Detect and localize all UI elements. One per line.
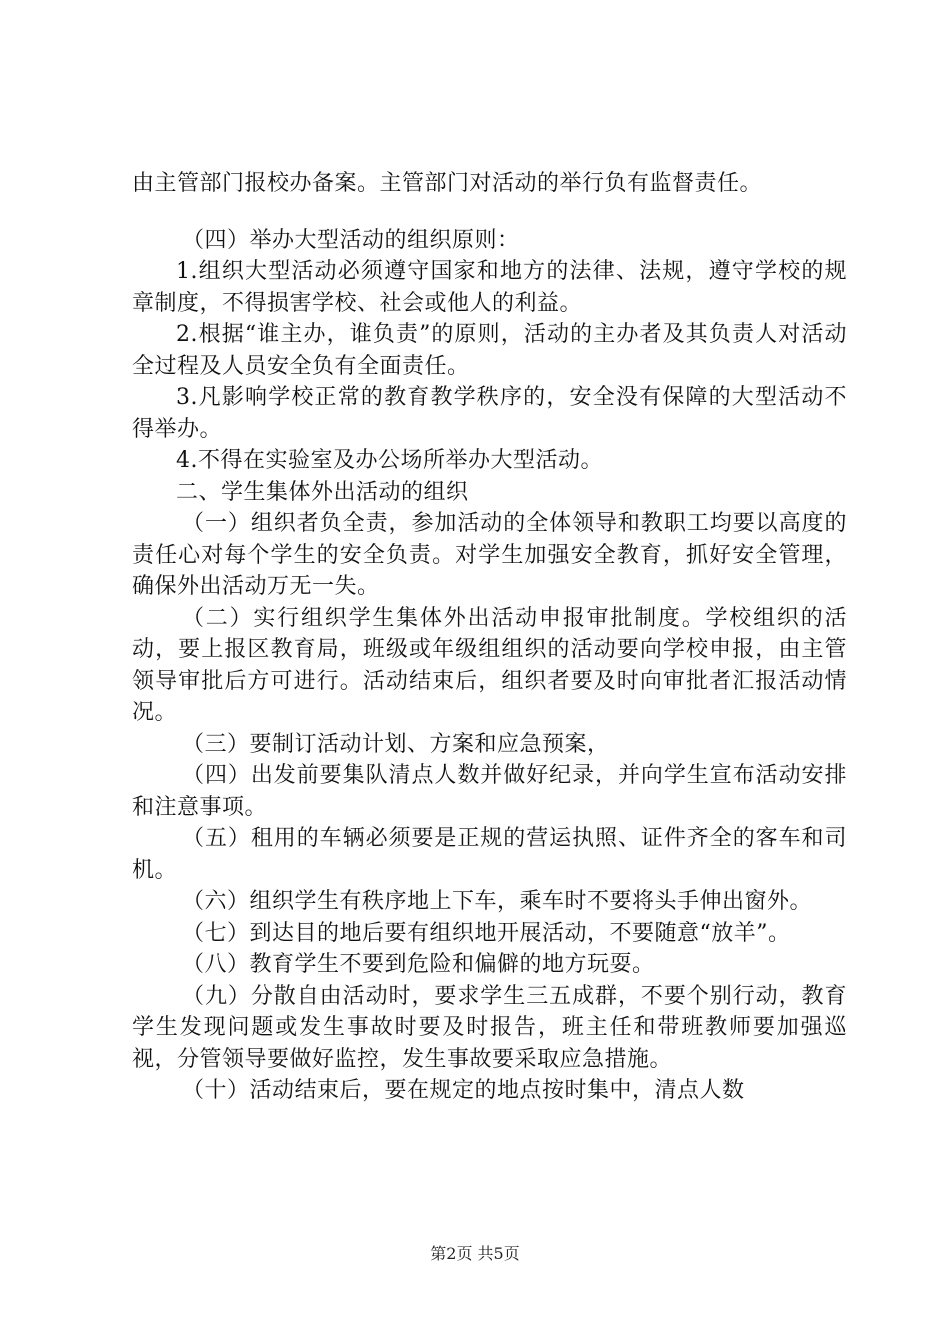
paragraph-outing-5: （五）租用的车辆必须要是正规的营运执照、证件齐全的客车和司机。: [132, 826, 847, 883]
paragraph-outing-6: （六）组织学生有秩序地上下车，乘车时不要将头手伸出窗外。: [182, 889, 813, 914]
paragraph-continued: 由主管部门报校办备案。主管部门对活动的举行负有监督责任。: [132, 171, 763, 196]
paragraph-outing-10: （十）活动结束后，要在规定的地点按时集中，清点人数: [182, 1078, 745, 1103]
paragraph-principle-1: 1.组织大型活动必须遵守国家和地方的法律、法规，遵守学校的规章制度，不得损害学校、社会或他人的利益。: [132, 259, 847, 316]
page-footer: [0, 1244, 950, 1264]
paragraph-outing-8: （八）教育学生不要到危险和偏僻的地方玩耍。: [182, 952, 655, 977]
paragraph-outing-2: （二）实行组织学生集体外出活动申报审批制度。学校组织的活动，要上报区教育局，班级或年级组组织的活动要向学校申报，由主管领导审批后方可进行。活动结束后，组织者要及时向审批者汇报活动情况。: [132, 605, 847, 725]
paragraph-heading-principles: （四）举办大型活动的组织原则：: [182, 227, 520, 253]
paragraph-outing-3: （三）要制订活动计划、方案和应急预案，: [182, 731, 610, 757]
paragraph-principle-2: 2.根据“谁主办，谁负责”的原则，活动的主办者及其负责人对活动全过程及人员安全负有全面责任。: [132, 322, 847, 379]
document-body: [132, 168, 847, 1107]
paragraph-outing-4: （四）出发前要集队清点人数并做好纪录，并向学生宣布活动安排和注意事项。: [132, 763, 847, 820]
paragraph-outing-1: （一）组织者负全责，参加活动的全体领导和教职工均要以高度的责任心对每个学生的安全负责。对学生加强安全教育，抓好安全管理，确保外出活动万无一失。: [132, 511, 847, 599]
section-heading-outings: 二、学生集体外出活动的组织: [176, 479, 469, 505]
paragraph-outing-7: （七）到达目的地后要有组织地开展活动，不要随意“放羊”。: [182, 920, 791, 946]
page-number-label: 第2页 共5页: [430, 1244, 520, 1263]
paragraph-outing-9: （九）分散自由活动时，要求学生三五成群，不要个别行动，教育学生发现问题或发生事故时要及时报告，班主任和带班教师要加强巡视，分管领导要做好监控，发生事故要采取应急措施。: [132, 983, 847, 1072]
paragraph-principle-3: 3.凡影响学校正常的教育教学秩序的，安全没有保障的大型活动不得举办。: [132, 385, 847, 442]
paragraph-principle-4: 4.不得在实验室及办公场所举办大型活动。: [176, 448, 603, 473]
